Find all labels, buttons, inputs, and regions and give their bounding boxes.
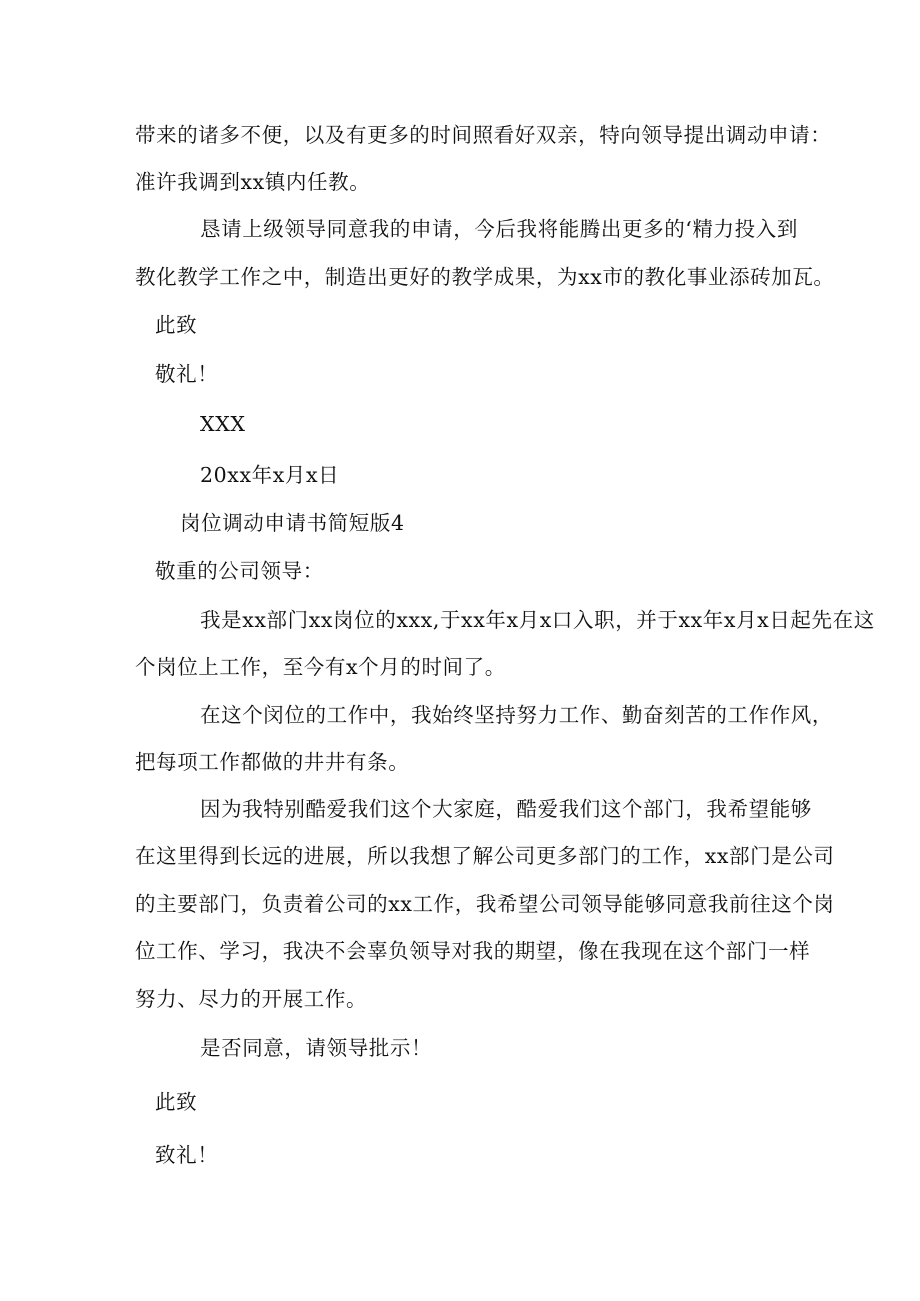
paragraph-line: 把每项工作都做的井井有条。 (135, 750, 410, 774)
paragraph-line: 努力、尽力的开展工作。 (135, 987, 368, 1011)
paragraph-line: 准许我调到xx镇内任教。 (135, 170, 371, 194)
section-title: 岗位调动申请书简短版4 (180, 511, 405, 535)
paragraph-line: 位工作、学习，我决不会辜负领导对我的期望，像在我现在这个部门一样 (135, 939, 811, 963)
closing-regards: 敬礼！ (155, 362, 219, 386)
paragraph-line: 个岗位上工作，至今有x个月的时间了。 (135, 655, 506, 679)
paragraph-line: 带来的诸多不便，以及有更多的时间照看好双亲，特向领导提出调动申请： (135, 123, 832, 147)
paragraph-line: 的主要部门，负责着公司的xx工作，我希望公司领导能够同意我前往这个岗 (135, 892, 835, 916)
paragraph-line: 我是xx部门xx岗位的xxx,于xx年x月x口入职，并于xx年x月x日起先在这 (200, 608, 875, 632)
paragraph-line: 在这个闵位的工作中，我始终坚持努力工作、勤奋刻苦的工作作风， (200, 703, 833, 727)
closing-regards: 致礼！ (155, 1143, 219, 1167)
closing-salutation: 此致 (155, 313, 198, 337)
paragraph-line: 因为我特别酷爱我们这个大家庭，酷爱我们这个部门，我希望能够 (200, 797, 812, 821)
greeting-line: 敬重的公司领导： (155, 559, 324, 583)
paragraph-line: 是否同意，请领导批示！ (200, 1036, 433, 1060)
paragraph-line: 在这里得到长远的进展，所以我想了解公司更多部门的工作，xx部门是公司 (135, 844, 835, 868)
signature-name: XXX (200, 412, 246, 436)
paragraph-line: 教化教学工作之中，制造出更好的教学成果，为xx市的教化事业添砖加瓦。 (135, 265, 835, 289)
signature-date: 20xx年x月x日 (200, 463, 340, 487)
closing-salutation: 此致 (155, 1090, 198, 1114)
paragraph-line: 恳请上级领导同意我的申请，今后我将能腾出更多的‘精力投入到 (200, 217, 798, 241)
